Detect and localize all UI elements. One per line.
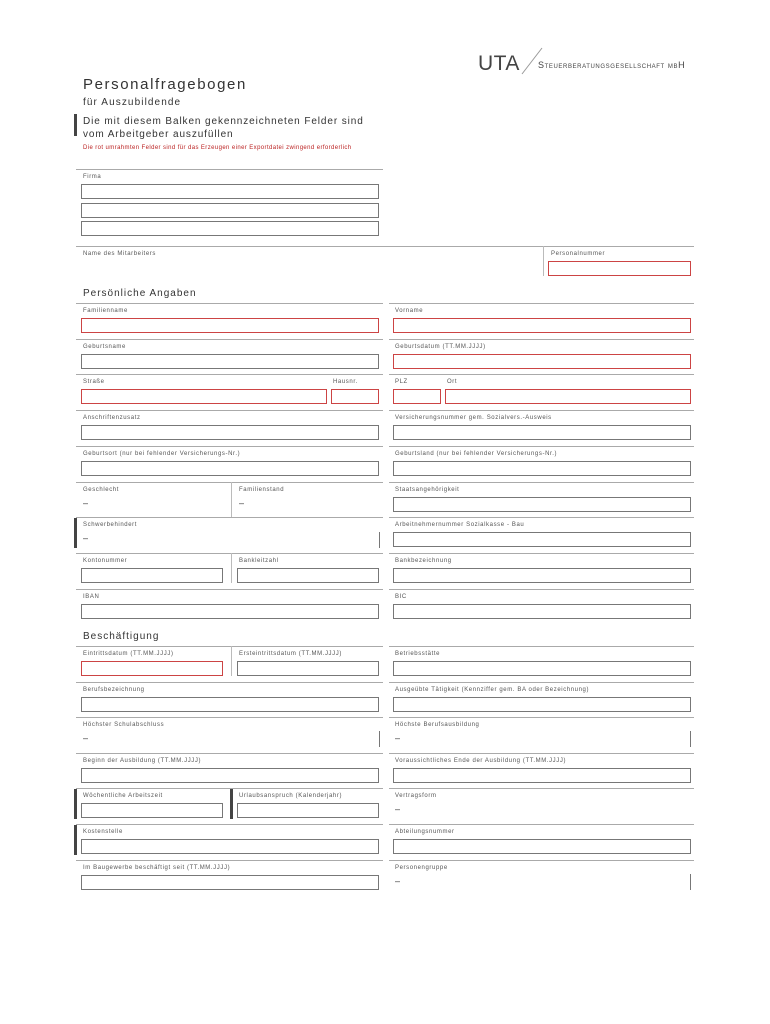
ende-ausbildung-label: Voraussichtliches Ende der Ausbildung (TT.MM.JJJJ) [395, 758, 567, 764]
geburtsland-label: Geburtsland (nur bei fehlender Versicherungs-Nr.) [395, 451, 558, 457]
employer-note [83, 115, 403, 141]
divider [76, 374, 383, 375]
divider [231, 553, 232, 583]
ersteintrittsdatum-field[interactable] [237, 661, 379, 676]
divider [231, 482, 232, 517]
arbeitnehmernummer-field[interactable] [393, 532, 691, 547]
geschlecht-dropdown[interactable]: – [83, 498, 89, 508]
baugewerbe-field[interactable] [81, 875, 379, 890]
divider [389, 717, 694, 718]
divider [389, 553, 694, 554]
ort-field[interactable] [445, 389, 691, 404]
ersteintrittsdatum-label: Ersteintrittsdatum (TT.MM.JJJJ) [239, 651, 342, 657]
divider [76, 753, 383, 754]
geschlecht-label: Geschlecht [83, 487, 120, 493]
divider [389, 410, 694, 411]
versicherungsnummer-field[interactable] [393, 425, 691, 440]
kostenstelle-field[interactable] [81, 839, 379, 854]
divider [389, 646, 694, 647]
hausnr-field[interactable] [331, 389, 379, 404]
familienstand-label: Familienstand [239, 487, 285, 493]
bankbezeichnung-label: Bankbezeichnung [395, 558, 452, 564]
dropdown-edge [379, 731, 380, 747]
bankleitzahl-field[interactable] [237, 568, 379, 583]
bic-field[interactable] [393, 604, 691, 619]
dropdown-edge [690, 874, 691, 890]
divider [389, 446, 694, 447]
kostenstelle-label: Kostenstelle [83, 829, 123, 835]
arbeitszeit-field[interactable] [81, 803, 223, 818]
section-persoenliche-angaben: Persönliche Angaben [83, 288, 197, 299]
divider [231, 646, 232, 676]
divider [76, 303, 383, 304]
kontonummer-label: Kontonummer [83, 558, 128, 564]
divider [76, 169, 383, 170]
geburtsname-field[interactable] [81, 354, 379, 369]
divider [389, 374, 694, 375]
divider [389, 682, 694, 683]
personalnummer-label: Personalnummer [551, 251, 606, 257]
urlaubsanspruch-label: Urlaubsanspruch (Kalenderjahr) [239, 793, 343, 799]
divider [389, 788, 694, 789]
vertragsform-label: Vertragsform [395, 793, 437, 799]
divider [76, 553, 383, 554]
divider [76, 717, 383, 718]
bankleitzahl-label: Bankleitzahl [239, 558, 279, 564]
divider [389, 753, 694, 754]
betriebsstaette-field[interactable] [393, 661, 691, 676]
eintrittsdatum-label: Eintrittsdatum (TT.MM.JJJJ) [83, 651, 174, 657]
familienstand-dropdown[interactable]: – [239, 498, 245, 508]
employer-bar-marker [74, 114, 77, 136]
divider [76, 646, 383, 647]
strasse-field[interactable] [81, 389, 327, 404]
logo-uta: UTA [478, 52, 520, 75]
beginn-ausbildung-label: Beginn der Ausbildung (TT.MM.JJJJ) [83, 758, 202, 764]
required-note: Die rot umrahmten Felder sind für das Erzeugen einer Exportdatei zwingend erforderlich [83, 145, 352, 151]
dropdown-edge [690, 731, 691, 747]
geburtsort-label: Geburtsort (nur bei fehlender Versicherungs-Nr.) [83, 451, 241, 457]
berufsausbildung-dropdown[interactable]: – [395, 733, 401, 743]
berufsbezeichnung-label: Berufsbezeichnung [83, 687, 145, 693]
plz-label: PLZ [395, 379, 408, 385]
page-subtitle: für Auszubildende [83, 97, 182, 108]
divider [76, 482, 383, 483]
familienname-field[interactable] [81, 318, 379, 333]
berufsausbildung-label: Höchste Berufsausbildung [395, 722, 480, 728]
divider [76, 589, 383, 590]
divider [389, 339, 694, 340]
dropdown-edge [379, 532, 380, 548]
plz-field[interactable] [393, 389, 441, 404]
employer-bar-marker [230, 789, 233, 819]
ausgeuebte-taetigkeit-field[interactable] [393, 697, 691, 712]
iban-label: IBAN [83, 594, 100, 600]
staatsangehoerigkeit-field[interactable] [393, 497, 691, 512]
vorname-field[interactable] [393, 318, 691, 333]
schwerbehindert-dropdown[interactable]: – [83, 533, 89, 543]
schulabschluss-label: Höchster Schulabschluss [83, 722, 165, 728]
baugewerbe-label: Im Baugewerbe beschäftigt seit (TT.MM.JJJJ) [83, 865, 231, 871]
berufsbezeichnung-field[interactable] [81, 697, 379, 712]
divider [389, 303, 694, 304]
geburtsdatum-field[interactable] [393, 354, 691, 369]
divider [76, 824, 383, 825]
personalnummer-field[interactable] [548, 261, 691, 276]
divider [543, 246, 544, 276]
employer-note-line2: vom Arbeitgeber auszufüllen [83, 129, 234, 140]
divider [76, 339, 383, 340]
versicherungsnummer-label: Versicherungsnummer gem. Sozialvers.-Ausweis [395, 415, 552, 421]
abteilungsnummer-field[interactable] [393, 839, 691, 854]
vorname-label: Vorname [395, 308, 424, 314]
divider [76, 410, 383, 411]
ende-ausbildung-field[interactable] [393, 768, 691, 783]
vertragsform-dropdown[interactable]: – [395, 804, 401, 814]
ort-label: Ort [447, 379, 458, 385]
hausnr-label: Hausnr. [333, 379, 358, 385]
betriebsstaette-label: Betriebsstätte [395, 651, 441, 657]
schwerbehindert-label: Schwerbehindert [83, 522, 138, 528]
divider [389, 589, 694, 590]
divider [389, 860, 694, 861]
divider [389, 482, 694, 483]
geburtsname-label: Geburtsname [83, 344, 126, 350]
logo-subtitle: Steuerberatungsgesellschaft mbH [538, 60, 686, 70]
section-beschaeftigung: Beschäftigung [83, 631, 160, 642]
divider [389, 517, 694, 518]
personengruppe-dropdown[interactable]: – [395, 876, 401, 886]
beginn-ausbildung-field[interactable] [81, 768, 379, 783]
firma-label: Firma [83, 174, 102, 180]
mitarbeiter-name-label: Name des Mitarbeiters [83, 251, 156, 257]
arbeitszeit-label: Wöchentliche Arbeitszeit [83, 793, 163, 799]
personengruppe-label: Personengruppe [395, 865, 448, 871]
schulabschluss-dropdown[interactable]: – [83, 733, 89, 743]
kontonummer-field[interactable] [81, 568, 223, 583]
anschriftenzusatz-field[interactable] [81, 425, 379, 440]
anschriftenzusatz-label: Anschriftenzusatz [83, 415, 141, 421]
familienname-label: Familienname [83, 308, 128, 314]
page-title: Personalfragebogen [83, 76, 247, 93]
staatsangehoerigkeit-label: Staatsangehörigkeit [395, 487, 460, 493]
abteilungsnummer-label: Abteilungsnummer [395, 829, 455, 835]
divider [76, 246, 694, 247]
firma-field-1[interactable] [81, 184, 379, 199]
divider [76, 517, 383, 518]
employer-bar-marker [74, 825, 77, 855]
employer-bar-marker [74, 789, 77, 819]
divider [76, 682, 383, 683]
geburtsdatum-label: Geburtsdatum (TT.MM.JJJJ) [395, 344, 486, 350]
firma-field-3[interactable] [81, 221, 379, 236]
employer-note-line1: Die mit diesem Balken gekennzeichneten Felder sind [83, 116, 364, 127]
geburtsort-field[interactable] [81, 461, 379, 476]
ausgeuebte-taetigkeit-label: Ausgeübte Tätigkeit (Kennziffer gem. BA oder Bezeichnung) [395, 687, 590, 693]
firma-field-2[interactable] [81, 203, 379, 218]
divider [389, 824, 694, 825]
strasse-label: Straße [83, 379, 105, 385]
iban-field[interactable] [81, 604, 379, 619]
geburtsland-field[interactable] [393, 461, 691, 476]
arbeitnehmernummer-label: Arbeitnehmernummer Sozialkasse - Bau [395, 522, 525, 528]
employer-bar-marker [74, 518, 77, 548]
bankbezeichnung-field[interactable] [393, 568, 691, 583]
divider [76, 446, 383, 447]
urlaubsanspruch-field[interactable] [237, 803, 379, 818]
divider [76, 860, 383, 861]
bic-label: BIC [395, 594, 407, 600]
eintrittsdatum-field[interactable] [81, 661, 223, 676]
